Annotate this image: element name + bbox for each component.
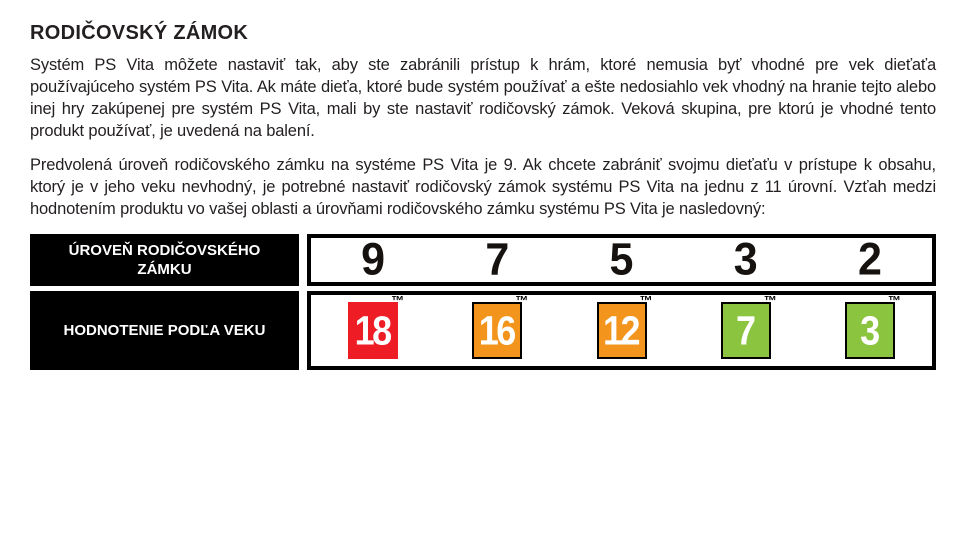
pegi-3-badge <box>845 293 901 359</box>
pegi-badge-number: 3 <box>860 306 878 353</box>
lock-level-cell <box>311 234 435 285</box>
lock-level-value: 5 <box>609 234 634 285</box>
lock-level-value: 7 <box>485 234 510 285</box>
parental-lock-table <box>30 234 936 370</box>
paragraph-levels: Predvolená úroveň rodičovského zámku na systéme PS Vita je 9. Ak chcete zabrániť svojmu dieťaťu v prístupe k obsahu, ktorý je v jeho veku nevhodný, je potrebné nastaviť rodičovský zámok systému PS Vita na jednu z 11 úrovní. Vzťah medzi hodnotením produktu vo vašej oblasti a úrovňami rodičovského zámku systému PS Vita je nasledovný: <box>30 156 936 218</box>
table-row-age-ratings <box>30 291 936 370</box>
pegi-7-badge <box>721 293 777 359</box>
pegi-12-badge <box>597 293 653 359</box>
lock-level-cell <box>684 234 808 285</box>
lock-level-cell <box>435 234 559 285</box>
row-header-lock-level: ÚROVEŇ RODIČOVSKÉHO ZÁMKU <box>30 234 299 286</box>
pegi-badge-number: 16 <box>478 306 514 353</box>
row-header-age-rating: HODNOTENIE PODĽA VEKU <box>30 291 299 370</box>
lock-level-value: 2 <box>857 234 882 285</box>
table-row-lock-levels <box>30 234 936 286</box>
pegi-badge-number: 12 <box>602 306 639 353</box>
pegi-badge-number: 18 <box>354 306 390 353</box>
lock-level-values <box>307 234 936 286</box>
page-title: RODIČOVSKÝ ZÁMOK <box>30 22 249 44</box>
lock-level-value: 9 <box>361 234 386 285</box>
pegi-18-badge <box>348 293 405 359</box>
trademark-symbol: ™ <box>639 293 653 308</box>
pegi-badge-number: 7 <box>735 306 754 353</box>
pegi-16-badge <box>472 293 529 359</box>
lock-level-cell <box>808 234 932 285</box>
age-rating-cell <box>808 293 932 359</box>
paragraph-intro: Systém PS Vita môžete nastaviť tak, aby ste zabránili prístup k hrám, ktoré nemusia byť vhodné pre vek dieťaťa používajúceho systém PS Vita. Ak máte dieťa, ktoré bude systém používať a ešte nedosiahlo vek vhodný na hranie tejto alebo inej hry zakúpenej pre systém PS Vita, mali by ste nastaviť rodičovský zámok. Veková skupina, pre ktorú je vhodné tento produkt používať, je uvedená na balení. <box>30 56 936 140</box>
age-rating-cell <box>311 293 435 359</box>
trademark-symbol: ™ <box>887 293 901 308</box>
lock-level-cell <box>559 234 683 285</box>
trademark-symbol: ™ <box>763 293 777 308</box>
age-rating-cell <box>559 293 683 359</box>
age-rating-values <box>307 291 936 370</box>
age-rating-cell <box>435 293 559 359</box>
age-rating-cell <box>684 293 808 359</box>
trademark-symbol: ™ <box>391 293 405 308</box>
trademark-symbol: ™ <box>515 293 529 308</box>
lock-level-value: 3 <box>733 234 758 285</box>
